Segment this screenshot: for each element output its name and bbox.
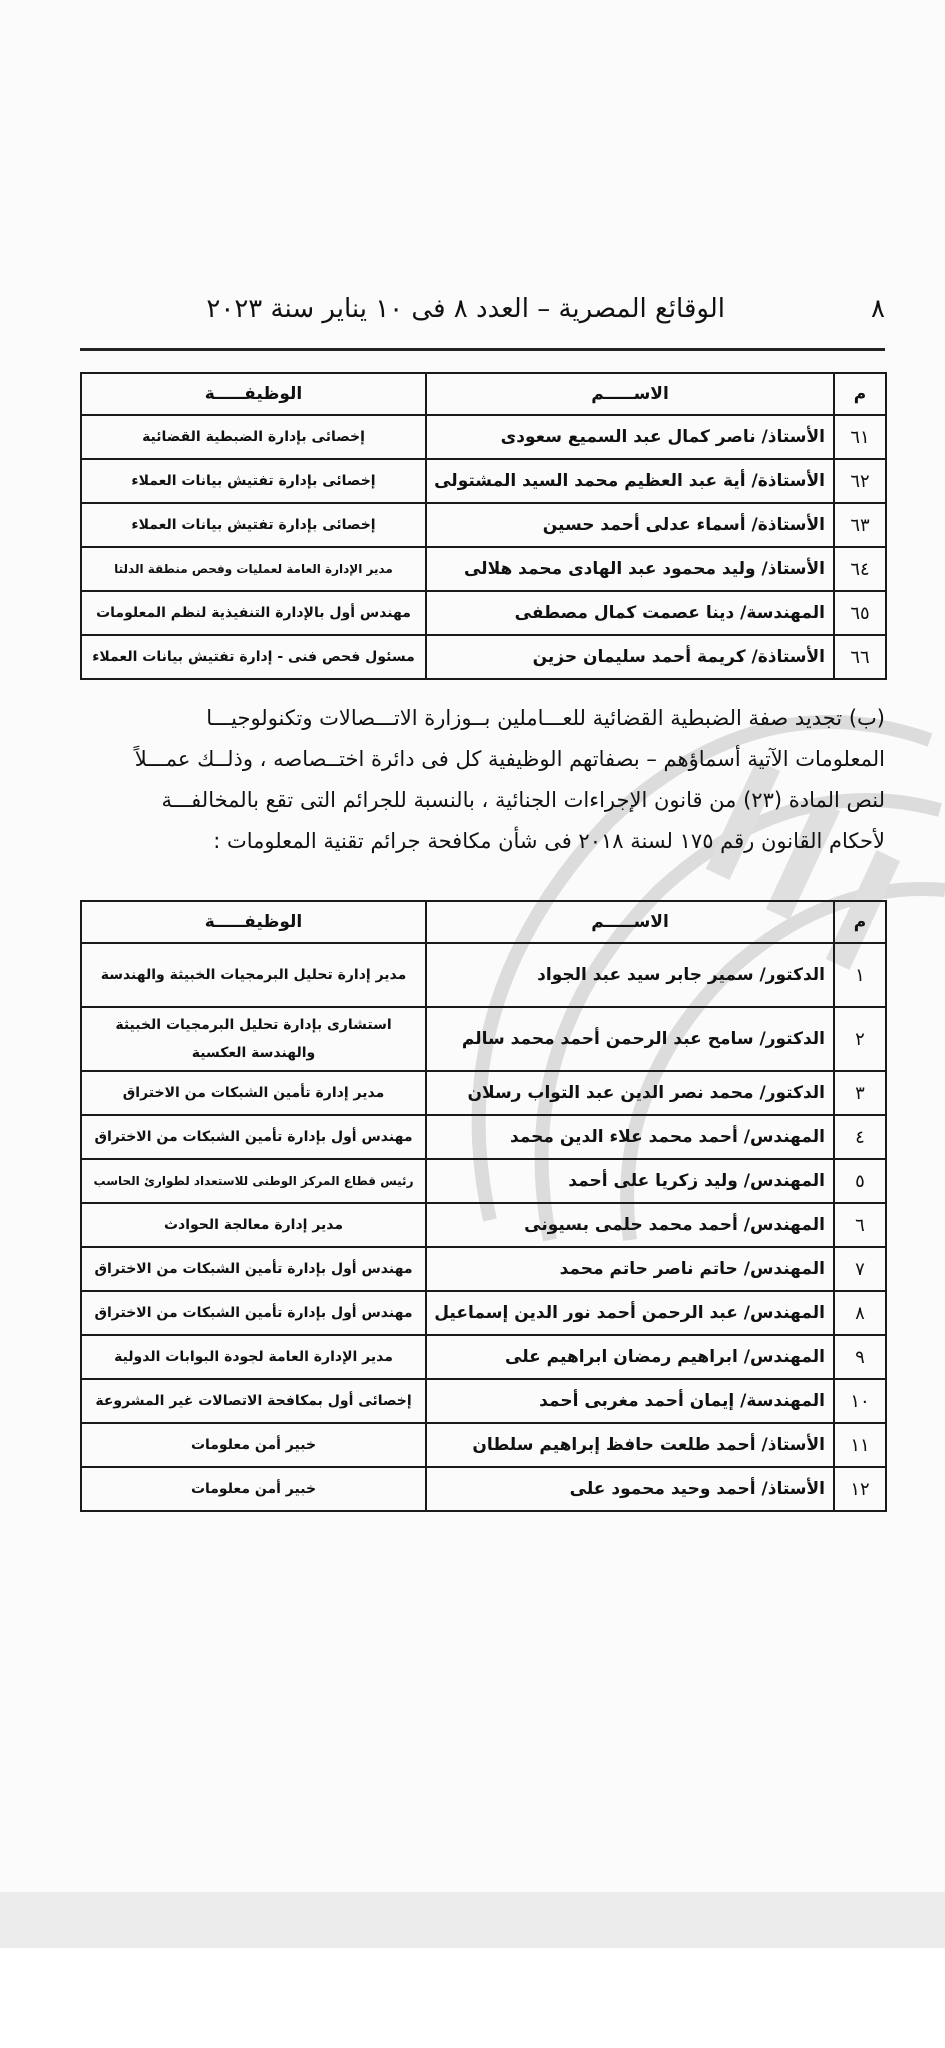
table-row — [81, 1203, 886, 1247]
page-header — [80, 288, 885, 336]
employee-name: الأستاذة/ أية عبد العظيم محمد السيد المشتولى — [426, 459, 834, 503]
employee-job: مهندس أول بإدارة تأمين الشبكات من الاختراق — [81, 1247, 426, 1291]
employee-job: خبير أمن معلومات — [81, 1467, 426, 1511]
table-row — [81, 591, 886, 635]
paragraph-line: لأحكام القانون رقم ١٧٥ لسنة ٢٠١٨ فى شأن مكافحة جرائم تقنية المعلومات : — [213, 829, 885, 853]
table-row — [81, 547, 886, 591]
table-row — [81, 1335, 886, 1379]
paragraph-line: (ب) تجديد صفة الضبطية القضائية للعـــاملين بــوزارة الاتـــصالات وتكنولوجيـــا — [206, 706, 885, 730]
employee-name: الأستاذ/ أحمد طلعت حافظ إبراهيم سلطان — [426, 1423, 834, 1467]
table-row — [81, 1007, 886, 1071]
viewer-background — [0, 1948, 945, 2048]
employee-name: المهندس/ ابراهيم رمضان ابراهيم على — [426, 1335, 834, 1379]
employee-job: إخصائى بإدارة تفتيش بيانات العملاء — [81, 459, 426, 503]
employee-job: إخصائى بإدارة تفتيش بيانات العملاء — [81, 503, 426, 547]
table-row — [81, 1115, 886, 1159]
employee-job: مسئول فحص فنى - إدارة تفتيش بيانات العملاء — [81, 635, 426, 679]
table-row — [81, 1291, 886, 1335]
row-number: ٦٢ — [834, 459, 886, 503]
row-number: ٢ — [834, 1007, 886, 1071]
employee-job: مدير إدارة معالجة الحوادث — [81, 1203, 426, 1247]
table-row — [81, 415, 886, 459]
employee-job: مهندس أول بإدارة تأمين الشبكات من الاختراق — [81, 1115, 426, 1159]
employee-name: المهندس/ وليد زكريا على أحمد — [426, 1159, 834, 1203]
employee-name: الدكتور/ محمد نصر الدين عبد التواب رسلان — [426, 1071, 834, 1115]
table-header-row — [81, 373, 886, 415]
page-number: ٨ — [871, 294, 885, 324]
employee-job: إخصائى بإدارة الضبطية القضائية — [81, 415, 426, 459]
table-row — [81, 1159, 886, 1203]
col-header-num: م — [834, 901, 886, 943]
employee-job: مدير الإدارة العامة لعمليات وفحص منطقة الدلتا — [81, 547, 426, 591]
col-header-num: م — [834, 373, 886, 415]
header-rule — [80, 348, 885, 351]
paragraph-line: لنص المادة (٢٣) من قانون الإجراءات الجنائية ، بالنسبة للجرائم التى تقع بالمخالفـــة — [161, 788, 885, 812]
employee-name: المهندس/ أحمد محمد علاء الدين محمد — [426, 1115, 834, 1159]
table-row — [81, 1071, 886, 1115]
employee-name: الأستاذ/ ناصر كمال عبد السميع سعودى — [426, 415, 834, 459]
employee-name: الأستاذة/ أسماء عدلى أحمد حسين — [426, 503, 834, 547]
table-row — [81, 1379, 886, 1423]
row-number: ٦٤ — [834, 547, 886, 591]
page-bottom-edge — [0, 1892, 945, 1948]
employee-job: مدير إدارة تأمين الشبكات من الاختراق — [81, 1071, 426, 1115]
col-header-job: الوظيفـــــة — [81, 901, 426, 943]
employee-name: الأستاذ/ وليد محمود عبد الهادى محمد هلالى — [426, 547, 834, 591]
employee-name: الأستاذة/ كريمة أحمد سليمان حزين — [426, 635, 834, 679]
table-row — [81, 503, 886, 547]
table-row — [81, 1423, 886, 1467]
row-number: ٦٥ — [834, 591, 886, 635]
gazette-title: الوقائع المصرية – العدد ٨ فى ١٠ يناير سنة ٢٠٢٣ — [206, 294, 725, 324]
employees-table-1 — [80, 372, 887, 680]
employee-job: رئيس قطاع المركز الوطنى للاستعداد لطوارئ الحاسب — [81, 1159, 426, 1203]
employee-job: مهندس أول بالإدارة التنفيذية لنظم المعلومات — [81, 591, 426, 635]
employee-name: المهندسة/ دينا عصمت كمال مصطفى — [426, 591, 834, 635]
table-header-row — [81, 901, 886, 943]
employee-job: مدير إدارة تحليل البرمجيات الخبيثة والهندسة — [81, 943, 426, 1007]
employee-name: الأستاذ/ أحمد وحيد محمود على — [426, 1467, 834, 1511]
employee-name: المهندس/ حاتم ناصر حاتم محمد — [426, 1247, 834, 1291]
employee-job: إخصائى أول بمكافحة الاتصالات غير المشروعة — [81, 1379, 426, 1423]
employee-job: مهندس أول بإدارة تأمين الشبكات من الاختراق — [81, 1291, 426, 1335]
row-number: ٧ — [834, 1247, 886, 1291]
row-number: ٣ — [834, 1071, 886, 1115]
employee-name: المهندس/ أحمد محمد حلمى بسيونى — [426, 1203, 834, 1247]
table-row — [81, 635, 886, 679]
paragraph-line: المعلومات الآتية أسماؤهم – بصفاتهم الوظيفية كل فى دائرة اختــصاصه ، وذلــك عمـــلاً — [134, 747, 885, 771]
employee-name: المهندسة/ إيمان أحمد مغربى أحمد — [426, 1379, 834, 1423]
row-number: ٦٣ — [834, 503, 886, 547]
row-number: ١٠ — [834, 1379, 886, 1423]
employee-name: الدكتور/ سمير جابر سيد عبد الجواد — [426, 943, 834, 1007]
row-number: ٦ — [834, 1203, 886, 1247]
col-header-name: الاســـــم — [426, 901, 834, 943]
row-number: ٨ — [834, 1291, 886, 1335]
employee-job: مدير الإدارة العامة لجودة البوابات الدولية — [81, 1335, 426, 1379]
table-row — [81, 1247, 886, 1291]
employee-job: استشارى بإدارة تحليل البرمجيات الخبيثة والهندسة العكسية — [81, 1007, 426, 1071]
col-header-job: الوظيفـــــة — [81, 373, 426, 415]
table-row — [81, 943, 886, 1007]
employee-job: خبير أمن معلومات — [81, 1423, 426, 1467]
table-row — [81, 1467, 886, 1511]
employee-name: الدكتور/ سامح عبد الرحمن أحمد محمد سالم — [426, 1007, 834, 1071]
row-number: ١ — [834, 943, 886, 1007]
row-number: ١١ — [834, 1423, 886, 1467]
row-number: ٦٦ — [834, 635, 886, 679]
employees-table-2 — [80, 900, 887, 1512]
employee-name: المهندس/ عبد الرحمن أحمد نور الدين إسماعيل — [426, 1291, 834, 1335]
row-number: ٥ — [834, 1159, 886, 1203]
row-number: ٩ — [834, 1335, 886, 1379]
row-number: ٦١ — [834, 415, 886, 459]
table-row — [81, 459, 886, 503]
decree-paragraph — [80, 698, 885, 862]
row-number: ١٢ — [834, 1467, 886, 1511]
col-header-name: الاســـــم — [426, 373, 834, 415]
row-number: ٤ — [834, 1115, 886, 1159]
